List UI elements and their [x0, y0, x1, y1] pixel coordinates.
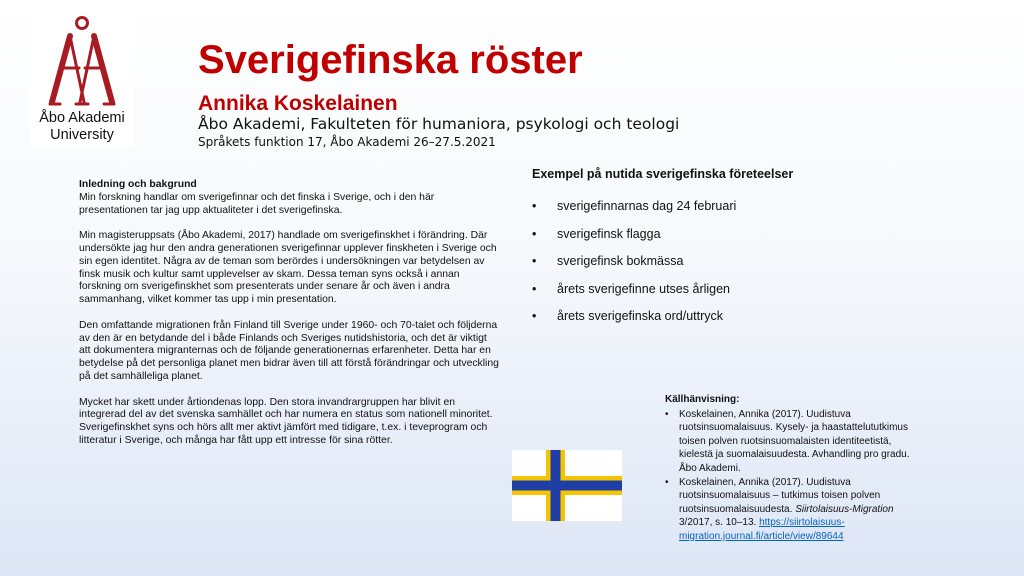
- abo-akademi-emblem-icon: [48, 16, 116, 110]
- source-link[interactable]: https://siirtolaisuus-migration.journal.fi/article/view/89644: [679, 517, 845, 542]
- example-text: årets sverigefinska ord/uttryck: [557, 309, 724, 323]
- sources-heading: Källhänvisning:: [665, 394, 740, 405]
- intro-heading: Inledning och bakgrund: [79, 179, 197, 190]
- intro-paragraph-3: Den omfattande migrationen från Finland till Sverige under 1960- och 70-talet och följderna av den är en betydande del i både Finlands och Sveriges nutidshistoria, och det är viktigt att dokumentera migranternas och de följande generationernas erfarenheter. Detta har en betydelse på det personliga planet men bidrar även till att förstå förändringar och utveckling på det samhälleliga planet.: [79, 319, 499, 382]
- bullet-icon: •: [665, 476, 669, 488]
- examples-list: [532, 199, 862, 337]
- source-text-2-prefix: Koskelainen, Annika (2017). Uudistuva ruotsinsuomalaisuus – tutkimus toisen polven ruotsinsuomalaisuudesta.: [679, 476, 881, 515]
- example-text: sverigefinnarnas dag 24 februari: [557, 199, 737, 213]
- list-item: [532, 282, 862, 310]
- list-item: [532, 227, 862, 255]
- bullet-icon: •: [532, 226, 537, 241]
- bullet-icon: •: [532, 281, 537, 296]
- list-item: [665, 476, 925, 544]
- sverigefinsk-flag-image: [512, 450, 622, 521]
- list-item: [532, 254, 862, 282]
- author-name: Annika Koskelainen: [198, 92, 398, 115]
- sources-list: [665, 408, 925, 544]
- intro-paragraph-1: Min forskning handlar om sverigefinnar och det finska i Sverige, och i den här presentationen tar jag upp aktualiteter i det sverigefinska.: [79, 191, 435, 216]
- logo-line-2: University: [50, 127, 114, 143]
- intro-paragraph-2: Min magisteruppsats (Åbo Akademi, 2017) handlade om sverigefinskhet i förändring. Där undersökte jag hur den andra generationen sverigefinnar upplever finskheten i Sverige och sin egen identitet. Några av de teman som berördes i undersökningen var betydelsen av finsk musik och kultur samt upplevelser av skam. Dessa teman syns också i annan forskning om sverigefinskhet som presenterats under senare år och även i andra sammanhang, vilket kommer tas upp i min presentation.: [79, 230, 497, 306]
- conference-info: Språkets funktion 17, Åbo Akademi 26–27.5.2021: [198, 135, 496, 149]
- list-item: [532, 309, 862, 337]
- university-logo: [30, 14, 134, 148]
- bullet-icon: •: [532, 254, 537, 268]
- bullet-icon: •: [532, 199, 537, 213]
- bullet-icon: •: [532, 309, 537, 323]
- bullet-icon: •: [665, 408, 669, 420]
- page-title: Sverigefinska röster: [198, 38, 583, 82]
- list-item: [665, 408, 925, 476]
- examples-heading: Exempel på nutida sverigefinska företeelser: [532, 167, 794, 181]
- source-text-1: Koskelainen, Annika (2017). Uudistuva ruotsinsuomalaisuus. Kysely- ja haastattelututkimus toisen polven ruotsinsuomalaisten identiteetistä, kielestä ja suomalaisuudesta. Avhandling pro gradu. Åbo Akademi.: [679, 408, 910, 474]
- affiliation: Åbo Akademi, Fakulteten för humaniora, psykologi och teologi: [198, 115, 680, 133]
- example-text: sverigefinsk flagga: [557, 226, 661, 241]
- example-text: årets sverigefinne utses årligen: [557, 281, 731, 296]
- source-text-2-middle: 3/2017, s. 10–13.: [679, 517, 760, 529]
- example-text: sverigefinsk bokmässa: [557, 254, 684, 268]
- examples-section: [532, 167, 862, 337]
- list-item: [532, 199, 862, 227]
- flag-cross-horizontal: [512, 481, 622, 491]
- intro-section: [79, 179, 499, 461]
- intro-paragraph-4: Mycket har skett under årtiondenas lopp. Den stora invandrargruppen har blivit en integrerad del av det svenska samhället och har numera en status som nationell minoritet. Sverigefinskhet syns och hörs allt mer aktivt jämfört med tidigare, t.ex. i teveprogram och litteratur i Sverige, och många har fått upp ett intresse för sina rötter.: [79, 396, 493, 446]
- source-journal: Siirtolaisuus-Migration: [795, 503, 894, 515]
- sources-section: [665, 393, 925, 544]
- logo-line-1: Åbo Akademi: [39, 110, 125, 126]
